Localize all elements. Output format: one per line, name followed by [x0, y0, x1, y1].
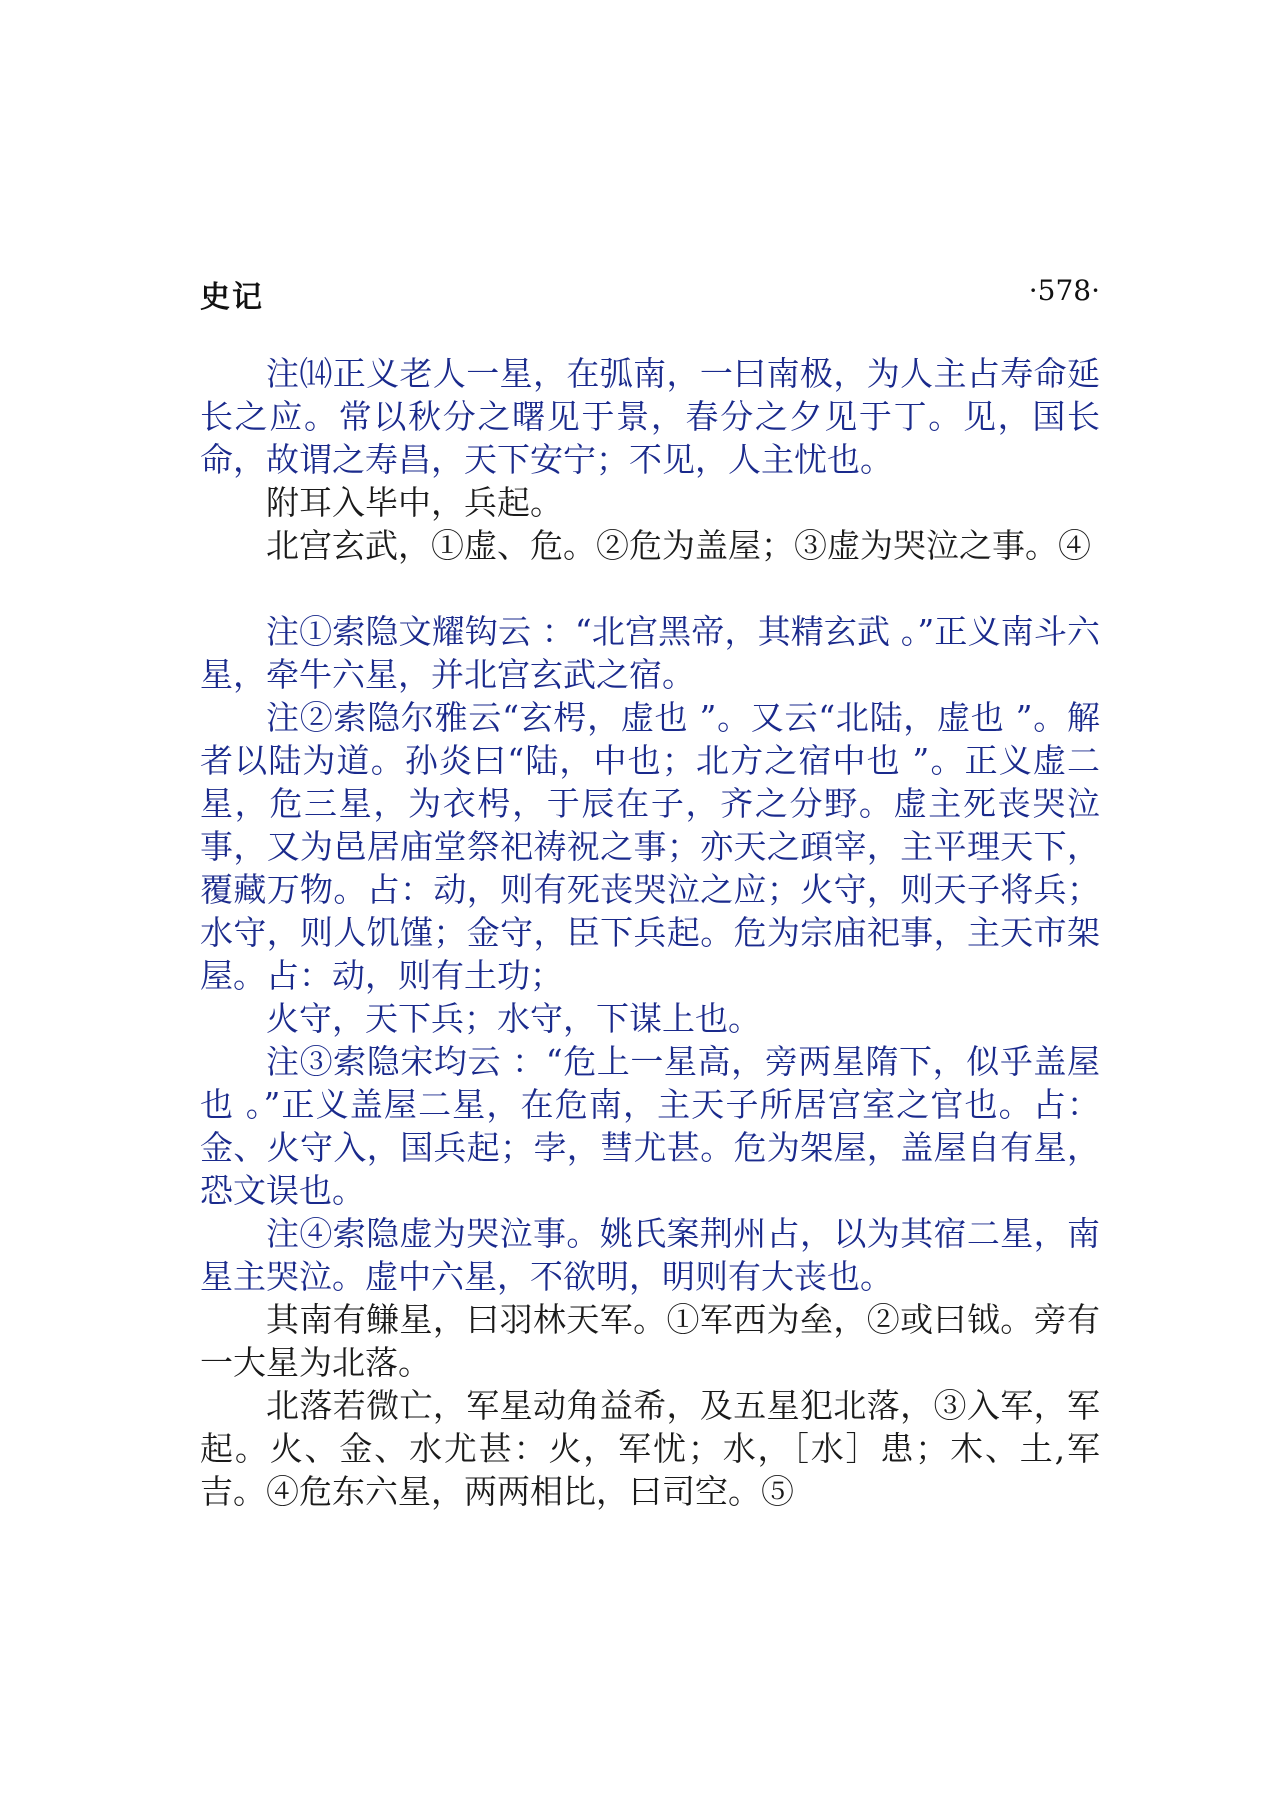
- main-text-paragraph: 北宫玄武，①虚、危。②危为盖屋；③虚为哭泣之事。④: [266, 526, 1091, 565]
- annotation-paragraph: 注②索隐尔雅云“玄枵，虚也 ”。又云“北陆，虚也 ”。解者以陆为道。孙炎曰“陆，中也；北方之宿中也 ”。正义虚二星，危三星，为衣枵，于辰在子，齐之分野。虚主死丧哭泣事，又为邑居庙堂祭祀祷祝之事；亦天之頙宰，主平理天下，覆藏万物。占：动，则有死丧哭泣之应；火守，则天子将兵；水守，则人饥馑；金守，臣下兵起。危为宗庙祀事，主天市架屋。占：动，则有土功；: [200, 698, 1100, 995]
- book-title: 史记: [200, 280, 264, 315]
- paragraph-gap: [200, 567, 1100, 610]
- annotation-paragraph: 注③索隐宋均云 ：“危上一星高，旁两星隋下，似乎盖屋也 。”正义盖屋二星，在危南，主天子所居宫室之官也。占：金、火守入，国兵起；孛，彗尤甚。危为架屋，盖屋自有星，恐文误也。: [200, 1042, 1100, 1210]
- page-body: [200, 352, 1100, 1513]
- main-text-paragraph: 北落若微亡，军星动角益希，及五星犯北落，③入军，军起。火、金、水尤甚：火，军忧；水，［水］患；木、土,军吉。④危东六星，两两相比，曰司空。⑤: [200, 1386, 1100, 1511]
- main-text-paragraph: 附耳入毕中，兵起。: [266, 483, 563, 522]
- main-text-paragraph: 其南有鳒星，曰羽林天军。①军西为垒，②或曰钺。旁有一大星为北落。: [200, 1300, 1100, 1382]
- annotation-paragraph: 注⒁正义老人一星，在弧南，一曰南极，为人主占寿命延长之应。常以秋分之曙见于景，春分之夕见于丁。见，国长命，故谓之寿昌，天下安宁；不见，人主忧也。: [200, 354, 1100, 479]
- page-number: ·578·: [1028, 274, 1100, 307]
- annotation-paragraph: 火守，天下兵；水守，下谋上也。: [266, 999, 761, 1038]
- page-header: [200, 272, 1100, 315]
- annotation-paragraph: 注④索隐虚为哭泣事。姚氏案荆州占，以为其宿二星，南星主哭泣。虚中六星，不欲明，明则有大丧也。: [200, 1214, 1100, 1296]
- annotation-paragraph: 注①索隐文耀钩云 ：“北宫黑帝，其精玄武 。”正义南斗六星，牵牛六星，并北宫玄武之宿。: [200, 612, 1100, 694]
